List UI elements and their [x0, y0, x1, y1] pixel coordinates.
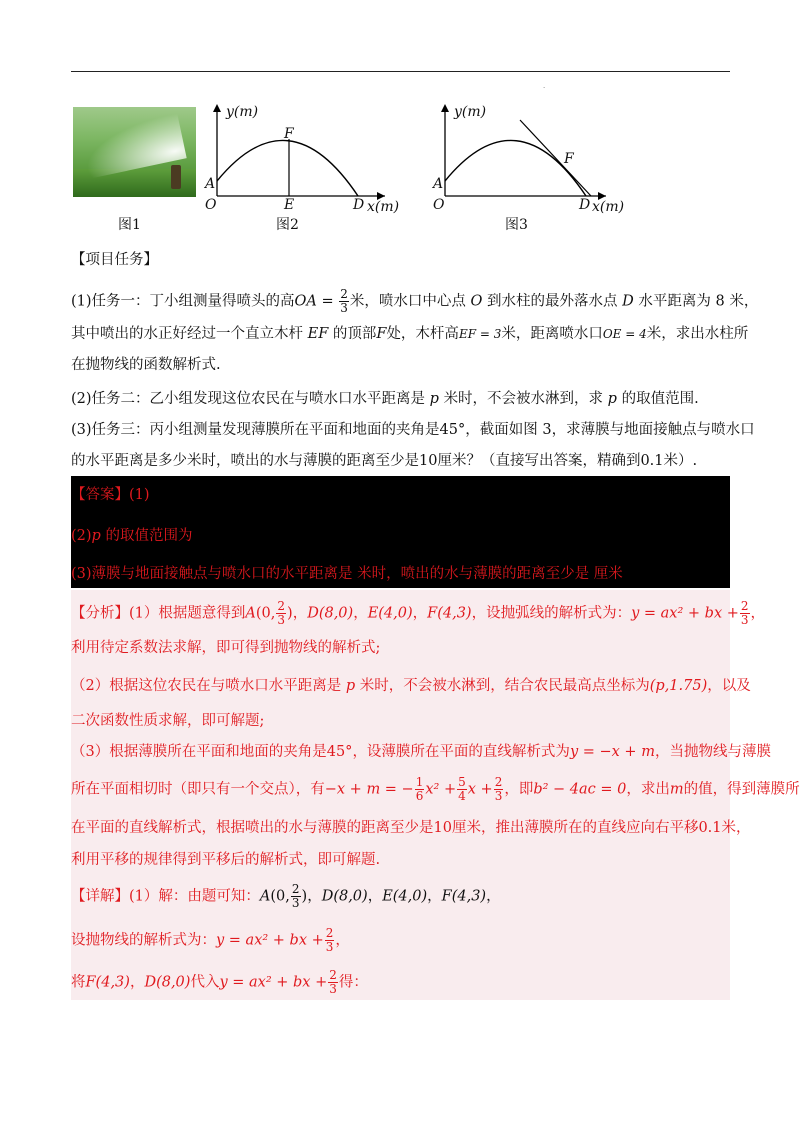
fig3-label-o: O — [433, 197, 445, 213]
fig1-caption: 图1 — [118, 217, 141, 233]
page-mark: · — [543, 84, 546, 92]
header-rule — [71, 71, 730, 72]
answer-line3: (3)薄膜与地面接触点与喷水口的水平距离是 米时，喷出的水与薄膜的距离至少是 厘米 — [71, 566, 623, 582]
task2-line: (2)任务二：乙小组发现这位农民在与喷水口水平距离是 p 米时，不会被水淋到，求 p 的取值范围. — [71, 391, 699, 407]
analysis-p2-line1: （2）根据这位农民在与喷水口水平距离是 p 米时，不会被水淋到，结合农民最高点坐标为(p,1.75)，以及 — [71, 678, 751, 694]
task1-line2: 其中喷出的水正好经过一个直立木杆 EF 的顶部F处，木杆高EF = 3米，距离喷水口OE = 4米，求出水柱所 — [71, 326, 749, 342]
analysis-p2-line2: 二次函数性质求解，即可解题; — [71, 713, 265, 729]
section-heading: 【项目任务】 — [71, 252, 158, 268]
analysis-p1-line2: 利用待定系数法求解，即可得到抛物线的解析式; — [71, 640, 381, 656]
fig2-label-e: E — [284, 197, 295, 213]
detail-line1: 【详解】(1）解：由题可知：A(0, $\frac{2}{3}$ )，D(8,0)，E(4,0)，F(4,3)， — [71, 882, 501, 910]
fig2-caption: 图2 — [276, 217, 299, 233]
task3-line2: 的水平距离是多少米时，喷出的水与薄膜的距离至少是10厘米？（直接写出答案，精确到0.1米）. — [71, 453, 698, 469]
fig3-label-f: F — [564, 151, 574, 167]
fig2-label-a: A — [205, 176, 216, 192]
task1-line1: (1)任务一：丁小组测量得喷头的高OA = $\frac{2}{3}$ 米，喷水口中心点 O 到水柱的最外落水点 D 水平距离为 8 米， — [71, 287, 759, 315]
detail-line3: 将F(4,3)，D(8,0)代入y = ax² + bx + $\frac{2}{3}$ 得： — [71, 968, 368, 996]
analysis-p3-line3: 在平面的直线解析式，根据喷出的水与薄膜的距离至少是10厘米，推出薄膜所在的直线应向右平移0.1米， — [71, 820, 751, 836]
detail-line2: 设抛物线的解析式为：y = ax² + bx + $\frac{2}{3}$ ， — [71, 926, 350, 954]
fig2-label-f: F — [284, 126, 294, 142]
task1-line3: 在抛物线的函数解析式. — [71, 357, 221, 373]
fig2-label-d: D — [353, 197, 365, 213]
figure-2 — [200, 98, 400, 218]
fig3-x-label: x(m) — [592, 199, 625, 215]
analysis-p3-line2: 所在平面相切时（即只有一个交点），有−x + m = − $\frac{1}{6}$ x² + $\frac{5}{4}$ x + $\frac{2}{3}$ ，即b² − 4ac = 0，求出m的值，得到薄膜所 — [71, 775, 800, 803]
answer-line1: 【答案】(1) — [71, 487, 150, 503]
analysis-p1-line1: 【分析】(1）根据题意得到A(0, $\frac{2}{3}$ )，D(8,0)，E(4,0)，F(4,3)，设抛弧线的解析式为：y = ax² + bx + $\frac{2}{3}$ ， — [71, 599, 766, 627]
analysis-p3-line1: （3）根据薄膜所在平面和地面的夹角是45°，设薄膜所在平面的直线解析式为y = −x + m，当抛物线与薄膜 — [71, 744, 771, 760]
fig3-caption: 图3 — [505, 217, 528, 233]
fig3-label-d: D — [579, 197, 591, 213]
sprinkler-photo — [73, 107, 196, 197]
fig3-label-a: A — [433, 176, 444, 192]
fig2-label-o: O — [205, 197, 217, 213]
analysis-p3-line4: 利用平移的规律得到平移后的解析式，即可解题. — [71, 852, 381, 868]
answer-line2: (2)p 的取值范围为 — [71, 528, 193, 544]
figure-3 — [428, 98, 638, 218]
fig3-y-label: y(m) — [454, 104, 487, 120]
fig2-x-label: x(m) — [367, 199, 400, 215]
fig2-y-label: y(m) — [226, 104, 259, 120]
task3-line1: (3)任务三：丙小组测量发现薄膜所在平面和地面的夹角是45°，截面如图 3，求薄膜与地面接触点与喷水口 — [71, 422, 755, 438]
